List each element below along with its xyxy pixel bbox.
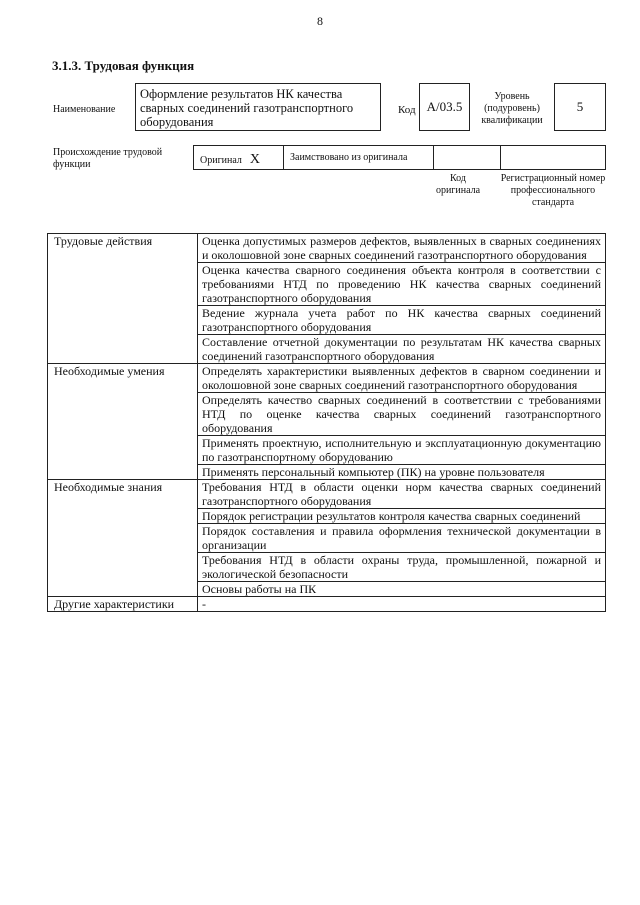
- table-cell-item: Определять характеристики выявленных дефектов в сварном соединении и околошовной зоне сварных соединений газотранспортного оборудования: [198, 364, 606, 393]
- table-row: [48, 234, 606, 263]
- table-row: [48, 597, 606, 612]
- origin-borrowed-box: [283, 145, 434, 170]
- registration-number-box: [500, 145, 606, 170]
- section-label: Трудовые действия: [48, 234, 198, 364]
- table-cell-item: Применять проектную, исполнительную и эксплуатационную документацию по газотранспортному оборудованию: [198, 436, 606, 465]
- table-row: [48, 364, 606, 393]
- table-cell-item: Оценка качества сварного соединения объекта контроля в соответствии с требованиями НТД по проведению НК качества сварных соединений газотранспортного оборудования: [198, 263, 606, 306]
- table-cell-item: Ведение журнала учета работ по НК качества сварных соединений газотранспортного оборудования: [198, 306, 606, 335]
- level-value-box: [554, 83, 606, 131]
- original-code-box: [433, 145, 501, 170]
- section-label: Другие характеристики: [48, 597, 198, 612]
- code-value-box: [419, 83, 470, 131]
- level-value: 5: [576, 99, 584, 114]
- table-row: [48, 480, 606, 509]
- function-name: Оформление результатов НК качества сварных соединений газотранспортного оборудования: [140, 87, 354, 129]
- code-label: Код: [398, 104, 416, 116]
- level-label: Уровень (подуровень) квалификации: [481, 91, 543, 126]
- table-cell-item: Составление отчетной документации по результатам НК качества сварных соединений газотранспортного оборудования: [198, 335, 606, 364]
- section-label: Необходимые умения: [48, 364, 198, 480]
- table-cell-item: Порядок составления и правила оформления технической документации в организации: [198, 524, 606, 553]
- table-cell-item: Основы работы на ПК: [198, 582, 606, 597]
- caption-original-code: Код оригинала: [435, 173, 481, 196]
- table-cell-item: Требования НТД в области охраны труда, промышленной, пожарной и экологической безопасности: [198, 553, 606, 582]
- caption-registration-number: Регистрационный номер профессионального стандарта: [500, 173, 606, 208]
- origin-label: Происхождение трудовой функции: [53, 147, 163, 170]
- page-number: 8: [317, 14, 323, 28]
- table-cell-item: -: [198, 597, 606, 612]
- code-value: А/03.5: [426, 99, 463, 114]
- table-cell-item: Применять персональный компьютер (ПК) на уровне пользователя: [198, 465, 606, 480]
- table-cell-item: Оценка допустимых размеров дефектов, выявленных в сварных соединениях и околошовной зоне сварных соединений газотранспортного оборудования: [198, 234, 606, 263]
- origin-borrowed-label: Заимствовано из оригинала: [290, 152, 408, 163]
- origin-original-label: Оригинал: [200, 155, 242, 166]
- table-cell-item: Порядок регистрации результатов контроля качества сварных соединений: [198, 509, 606, 524]
- section-label: Необходимые знания: [48, 480, 198, 597]
- origin-original-box: [193, 145, 284, 170]
- section-heading: 3.1.3. Трудовая функция: [52, 58, 195, 73]
- table-cell-item: Требования НТД в области оценки норм качества сварных соединений газотранспортного оборудования: [198, 480, 606, 509]
- function-name-box: [135, 83, 381, 131]
- origin-mark: X: [249, 152, 261, 167]
- name-label: Наименование: [53, 104, 116, 115]
- competency-table: [47, 233, 606, 612]
- table-cell-item: Определять качество сварных соединений в соответствии с требованиями НТД по оценке качества сварных соединений газотранспортного оборудования: [198, 393, 606, 436]
